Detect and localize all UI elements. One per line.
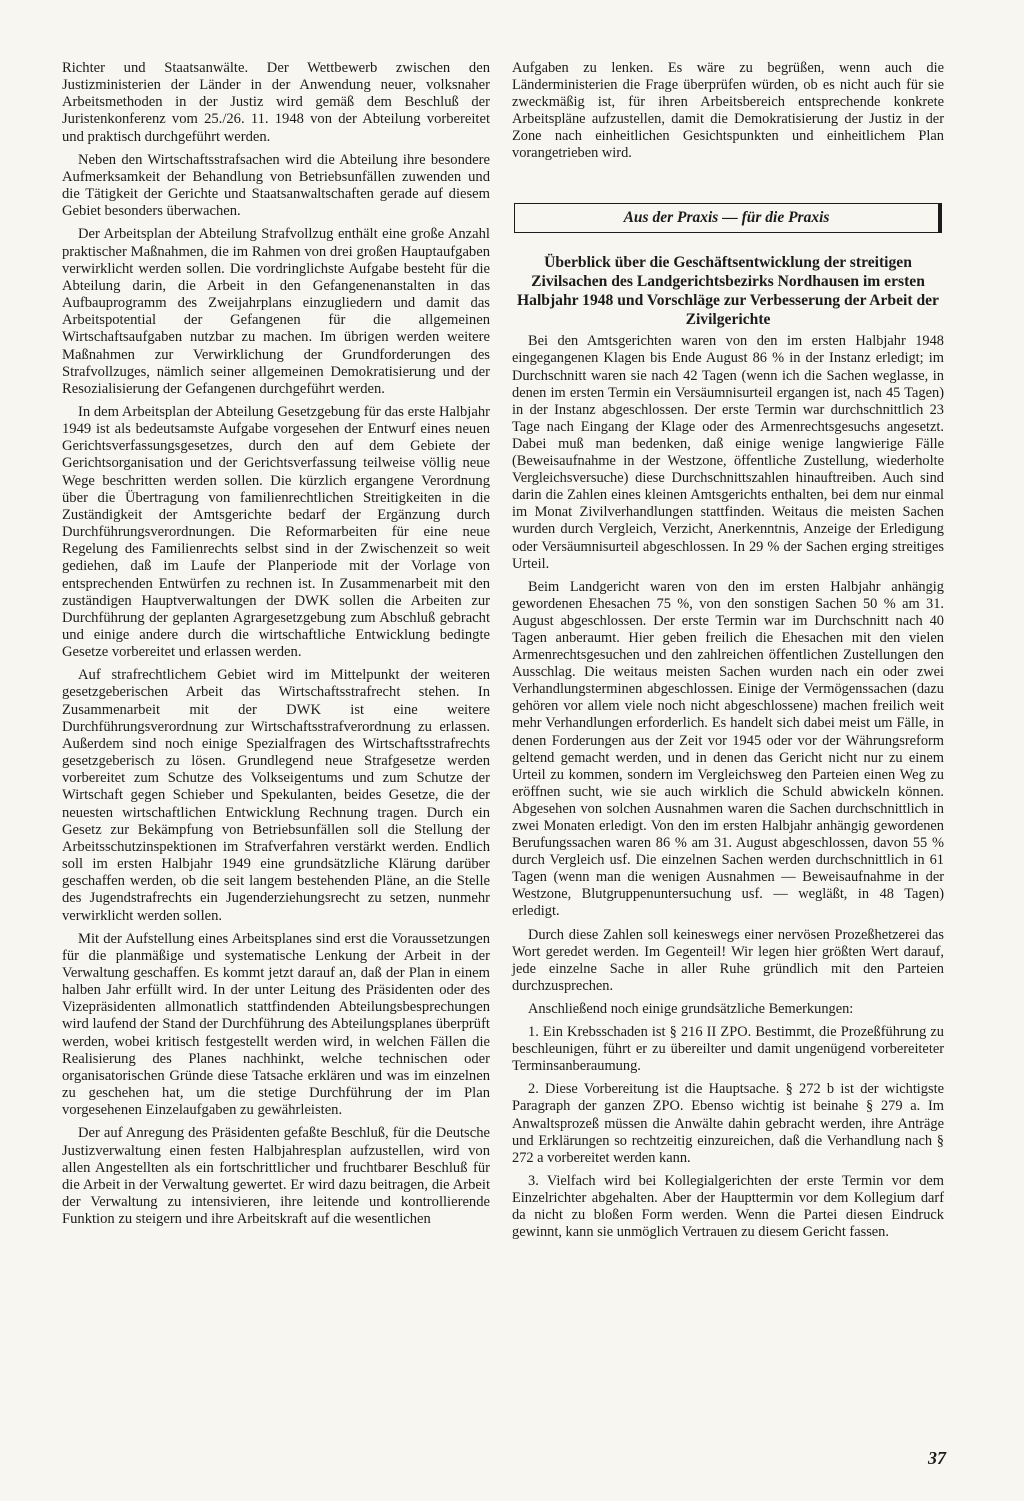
paragraph: Der Arbeitsplan der Abteilung Strafvollzug enthält eine große Anzahl praktischer Maßnahmen, die im Rahmen von drei großen Hauptaufgaben verwirklicht werden sollen. Die vordringlichste Aufgabe besteht für die Abteilung darin, die Arbeit in den Gefangenenanstalten in das Aufbauprogramm des Zweijahrplans einzugliedern und damit das Arbeitspotential der Gefangenen für die allgemeinen Wirtschaftsaufgaben nutzbar zu machen. Im übrigen werden weitere Maßnahmen zur Verwirklichung der Grundforderungen des Strafvollzuges, nämlich seiner allgemeinen Demokratisierung und der Resozialisierung der Gefangenen durchgeführt werden. xyxy=(62,226,490,397)
paragraph: 2. Diese Vorbereitung ist die Hauptsache. § 272 b ist der wichtigste Paragraph der ganzen ZPO. Ebenso wichtig ist beinahe § 279 a. Im Anwaltsprozeß müssen die Anwälte dahin gebracht werden, ihre Anträge und Erklärungen so rechtzeitig einzureichen, daß die Verhandlung nach § 272 a vorbereitet werden kann. xyxy=(512,1081,944,1166)
paragraph: Neben den Wirtschaftsstrafsachen wird die Abteilung ihre besondere Aufmerksamkeit der Behandlung von Betriebsunfällen zuwenden und die Tätigkeit der Gerichte und Staatsanwaltschaften gerade auf diesem Gebiet besonders überwachen. xyxy=(62,151,490,220)
paragraph: Richter und Staatsanwälte. Der Wettbewerb zwischen den Justizministerien der Länder in der Anwendung neuer, volksnaher Arbeitsmethoden in der Justiz wird gemäß dem Beschluß der Juristenkonferenz vom 25./26. 11. 1948 von der Abteilung vorbereitet und praktisch durchgeführt werden. xyxy=(62,60,490,145)
paragraph: Aufgaben zu lenken. Es wäre zu begrüßen, wenn auch die Länderministerien die Frage überprüfen würden, ob es nicht auch für sie zweckmäßig ist, für ihren Arbeitsbereich entsprechende konkrete Arbeitspläne aufzustellen, damit die Demokratisierung der Justiz in der Zone nach einheitlichen Gesichtspunkten und einheitlichem Plan vorangetrieben wird. xyxy=(512,60,944,162)
left-column xyxy=(62,60,490,1234)
paragraph: 3. Vielfach wird bei Kollegialgerichten der erste Termin vor dem Einzelrichter abgehalten. Aber der Haupttermin vor dem Kollegium darf da nicht zu bloßen Form werden. Wenn die Partei diesen Eindruck gewinnt, kann sie unmöglich Vertrauen zu diesem Gericht fassen. xyxy=(512,1172,944,1241)
paragraph: 1. Ein Krebsschaden ist § 216 II ZPO. Bestimmt, die Prozeßführung zu beschleunigen, führt er zu übereilter und damit ungenügend vorbereiteter Terminsanberaumung. xyxy=(512,1024,944,1075)
article-title: Überblick über die Geschäftsentwicklung der streitigen Zivilsachen des Landgerichtsbezirks Nordhausen im ersten Halbjahr 1948 und Vorschläge zur Verbesserung der Arbeit der Zivilgerichte xyxy=(517,253,939,329)
paragraph: Bei den Amtsgerichten waren von den im ersten Halbjahr 1948 eingegangenen Klagen bis Ende August 86 % in der Instanz erledigt; im Durchschnitt waren sie nach 42 Tagen (wenn ich die Sachen weglasse, in denen im ersten Termin ein Versäumnisurteil ergangen ist, nach 45 Tagen) in der Instanz abgeschlossen. Der erste Termin war durchschnittlich 23 Tage nach Eingang der Klage oder des Armenrechtsgesuchs angesetzt. Dabei muß man bedenken, daß einige wenige langwierige Fälle (Beweisaufnahme in der Westzone, öffentliche Zustellung, wiederholte Vergleichsversuche) diese Durchschnittszahlen hinauftreiben. Auch sind darin die Zahlen eines kleinen Amtsgerichts enthalten, bei dem nur einmal im Monat Zivilverhandlungen stattfinden. Weitaus die meisten Sachen wurden durch Vergleich, Verzicht, Anerkenntnis, Anzeige der Erledigung oder Versäumnisurteil abgeschlossen. In 29 % der Sachen erging streitiges Urteil. xyxy=(512,333,944,572)
paragraph: Beim Landgericht waren von den im ersten Halbjahr anhängig gewordenen Ehesachen 75 %, von den sonstigen Sachen 50 % am 31. August abgeschlossen. Der erste Termin war im Durchschnitt nach 40 Tagen anberaumt. Hier geben freilich die Ehesachen mit den vielen Armenrechtsgesuchen und den zahlreichen öffentlichen Zustellungen den Ausschlag. Die weitaus meisten Sachen wurden nach ein oder zwei Verhandlungsterminen abgeschlossen. Einige der Vermögenssachen (dazu gehören vor allem viele noch nicht abgeschlossene) machen freilich weit mehr Verhandlungen erforderlich. Es handelt sich dabei meist um Fälle, in denen Forderungen aus der Zeit vor 1945 oder vor der Währungsreform geltend gemacht werden, und in denen das Gericht nicht nur zu einem Urteil zu kommen, sondern im Vergleichsweg den Parteien einen Weg zu eröffnen sucht, wie sie auch wirklich die Schuld abwickeln können. Abgesehen von solchen Ausnahmen waren die Sachen durchschnittlich in zwei Monaten erledigt. Von den im ersten Halbjahr anhängig gewordenen Berufungssachen waren 86 % am 31. August abgeschlossen, davon 55 % durch Vergleich usf. Die einzelnen Sachen werden durchschnittlich in 61 Tagen (wenn man die wenigen Ausnahmen — Beweisaufnahme in der Westzone, Blutgruppenuntersuchung usf. — wegläßt, in 48 Tagen) erledigt. xyxy=(512,578,944,920)
paragraph: Durch diese Zahlen soll keineswegs einer nervösen Prozeßhetzerei das Wort geredet werden. Im Gegenteil! Wir legen hier größten Wert darauf, jede einzelne Sache in aller Ruhe gründlich mit den Parteien durchzusprechen. xyxy=(512,926,944,994)
paragraph: Mit der Aufstellung eines Arbeitsplanes sind erst die Voraussetzungen für die planmäßige und systematische Lenkung der Arbeit in der Verwaltung geschaffen. Es kommt jetzt darauf an, daß der Plan in einem halben Jahr erfüllt wird. In der unter Leitung des Präsidenten oder des Vizepräsidenten allmonatlich stattfindenden Abteilungsbesprechungen wird laufend der Stand der Durchführung des Abteilungsplanes überprüft werden, wobei kritisch festgestellt werden wird, in welchen Fällen die Realisierung des Planes nachhinkt, welche technischen oder organisatorischen Gründe diese Tatsache erklären und was im einzelnen zu geschehen hat, um die stetige Durchführung der im Plan vorgesehenen Einzelaufgaben zu gewährleisten. xyxy=(62,930,490,1119)
right-column xyxy=(512,60,944,1247)
paragraph: Der auf Anregung des Präsidenten gefaßte Beschluß, für die Deutsche Justizverwaltung einen festen Halbjahresplan aufzustellen, wird von allen Angestellten als ein fortschrittlicher und fruchtbarer Beschluß für die Arbeit in der Verwaltung gewertet. Er wird dazu beitragen, die Arbeit der Verwaltung zu intensivieren, ihre leitende und kontrollierende Funktion zu steigern und ihre Arbeitskraft auf die wesentlichen xyxy=(62,1125,490,1228)
paragraph: Anschließend noch einige grundsätzliche Bemerkungen: xyxy=(528,1000,854,1017)
paragraph: Auf strafrechtlichem Gebiet wird im Mittelpunkt der weiteren gesetzgeberischen Arbeit das Wirtschaftsstrafrecht stehen. In Zusammenarbeit mit der DWK ist eine weitere Durchführungsverordnung zur Wirtschaftsstrafverordnung zu erlassen. Außerdem sind noch einige Spezialfragen des Wirtschaftsstrafrechts gesetzgeberisch zu lösen. Grundlegend neue Strafgesetze werden vorbereitet zum Schutze des Volkseigentums und zum Schutze der Wirtschaft gegen Schieber und Spekulanten, beides Gesetze, die der neuesten wirtschaftlichen Entwicklung Rechnung tragen. Durch ein Gesetz zur Bekämpfung von Betriebsunfällen soll die Stellung der Arbeitsschutzinspektionen im Strafverfahren verstärkt werden. Endlich soll im ersten Halbjahr 1949 eine grundsätzliche Klärung darüber geschaffen werden, ob die seit langem bestehenden Pläne, an die Stelle des Jugendstrafrechts ein Jugenderziehungsrecht zu setzen, nunmehr verwirklicht werden sollen. xyxy=(62,667,490,924)
page-number: 37 xyxy=(928,1448,946,1468)
paragraph: In dem Arbeitsplan der Abteilung Gesetzgebung für das erste Halbjahr 1949 ist als bedeutsamste Aufgabe vorgesehen der Entwurf eines neuen Gerichtsverfassungsgesetzes, durch den auf dem Gebiete der Gerichtsorganisation und der Gerichtsverfassung teilweise völlig neue Wege beschritten werden sollen. Die kürzlich ergangene Verordnung über die Übertragung von familienrechtlichen Streitigkeiten in die Zuständigkeit der Amtsgerichte bedarf der Ergänzung durch Durchführungsverordnungen. Die Reformarbeiten für eine neue Regelung des Familienrechts selbst sind in der Zwischenzeit so weit gediehen, daß im Laufe der Planperiode mit der Vorlage von entsprechenden Entwürfen zu rechnen ist. In Zusammenarbeit mit den zuständigen Hauptverwaltungen der DWK sollen die Arbeiten zur Durchführung der geplanten Agrargesetzgebung zum Abschluß gebracht und einige andere durch die wirtschaftliche Entwicklung bedingte Gesetze vorbereitet und erlassen werden. xyxy=(62,403,490,661)
section-rubric: Aus der Praxis — für die Praxis xyxy=(514,203,942,233)
